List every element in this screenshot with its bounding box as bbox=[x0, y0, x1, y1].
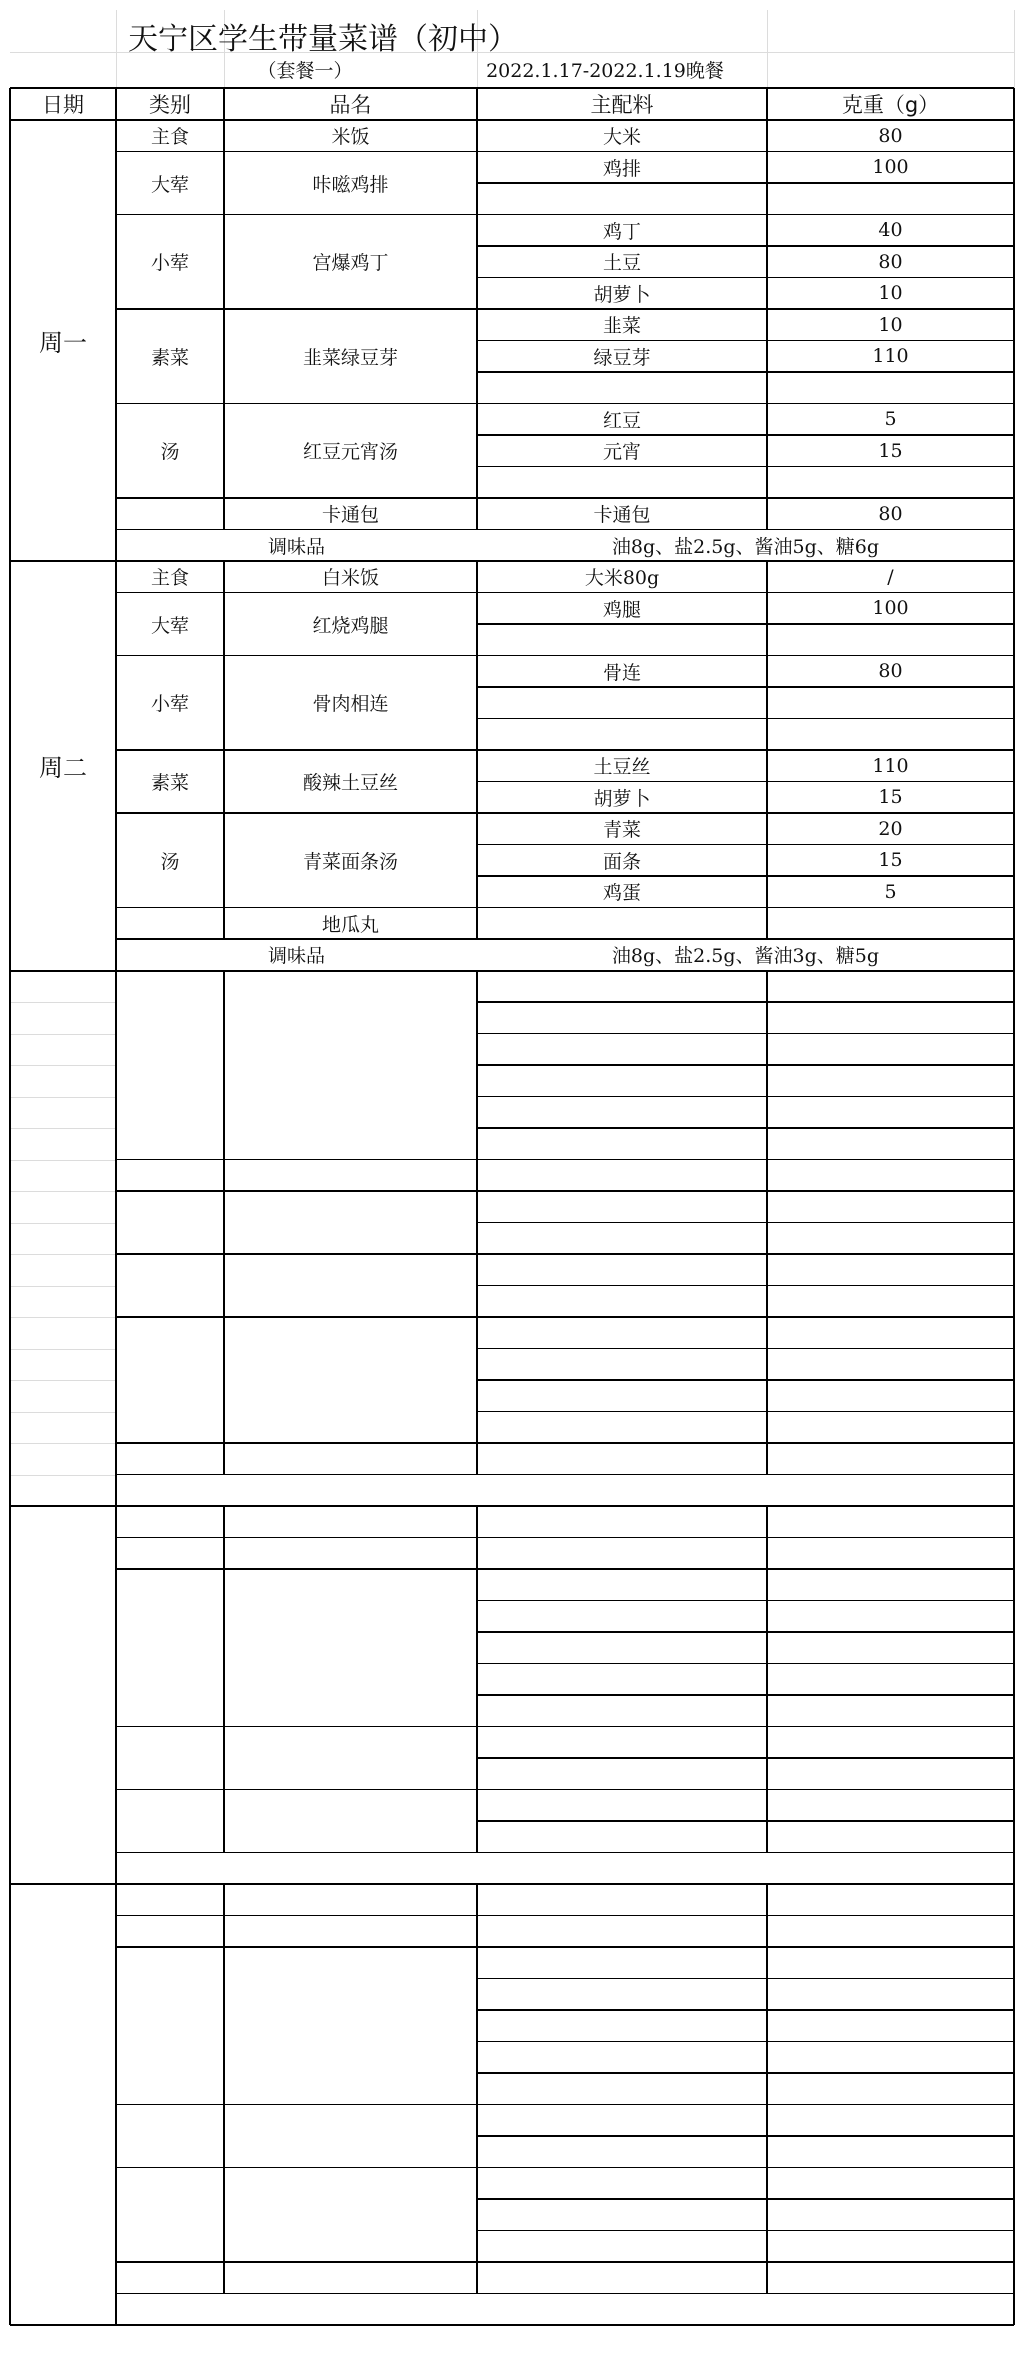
dish-cell: 卡通包 bbox=[321, 504, 379, 527]
table-border-line bbox=[223, 88, 225, 120]
table-border-line bbox=[116, 1190, 1014, 1192]
table-border-line bbox=[477, 1222, 1014, 1224]
ingredient-cell: 土豆丝 bbox=[593, 756, 651, 779]
table-border-line bbox=[477, 2198, 1014, 2200]
table-border-line bbox=[766, 1884, 768, 2294]
table-border-line bbox=[223, 2262, 225, 2294]
ingredient-cell: 面条 bbox=[602, 850, 641, 873]
seasoning-value: 油8g、盐2.5g、酱油5g、糖6g bbox=[611, 535, 880, 558]
weight-cell: 5 bbox=[884, 408, 897, 431]
category-cell: 大荤 bbox=[150, 173, 189, 196]
ingredient-cell bbox=[477, 908, 767, 940]
table-border-line bbox=[223, 813, 225, 908]
table-border-line bbox=[116, 1789, 1014, 1791]
table-border-line bbox=[116, 1537, 1014, 1539]
category-cell: 小荤 bbox=[150, 693, 189, 716]
category-cell: 素菜 bbox=[150, 346, 189, 369]
gridline bbox=[767, 10, 768, 88]
table-border-line bbox=[223, 656, 225, 751]
table-border-line bbox=[476, 1506, 478, 1853]
ingredient-cell bbox=[477, 719, 767, 751]
table-border-line bbox=[476, 120, 478, 530]
table-border-line bbox=[223, 404, 225, 499]
table-border-line bbox=[115, 561, 117, 971]
table-border-line bbox=[116, 497, 1014, 499]
weight-cell: 80 bbox=[878, 250, 903, 273]
table-border-line bbox=[477, 1096, 1014, 1098]
category-cell bbox=[116, 908, 224, 940]
table-border-line bbox=[116, 1726, 1014, 1728]
table-border-line bbox=[477, 371, 1014, 373]
table-border-line bbox=[223, 152, 225, 215]
table-border-line bbox=[477, 718, 1014, 720]
weight-cell bbox=[767, 183, 1014, 215]
table-border-line bbox=[476, 88, 478, 120]
gridline bbox=[10, 1380, 116, 1381]
seasoning-label: 调味品 bbox=[267, 535, 325, 558]
date-range: 2022.1.17-2022.1.19晚餐 bbox=[486, 59, 724, 82]
table-border-line bbox=[116, 2167, 1014, 2169]
ingredient-cell: 青菜 bbox=[602, 819, 641, 842]
weight-cell: 5 bbox=[884, 880, 897, 903]
table-border-line bbox=[116, 2104, 1014, 2106]
ingredient-cell: 鸡排 bbox=[602, 157, 641, 180]
dish-cell: 红豆元宵汤 bbox=[302, 441, 398, 464]
table-border-line bbox=[477, 466, 1014, 468]
table-border-line bbox=[223, 971, 225, 1160]
table-border-line bbox=[477, 340, 1014, 342]
ingredient-cell bbox=[477, 372, 767, 404]
ingredient-cell: 元宵 bbox=[602, 441, 641, 464]
table-border-line bbox=[10, 970, 1014, 972]
dish-cell: 酸辣土豆丝 bbox=[302, 772, 398, 794]
weight-cell bbox=[767, 372, 1014, 404]
table-border-line bbox=[115, 1506, 117, 1884]
ingredient-cell bbox=[477, 183, 767, 215]
table-border-line bbox=[115, 120, 117, 561]
table-border-line bbox=[477, 1978, 1014, 1980]
dish-cell: 青菜面条汤 bbox=[302, 850, 398, 873]
table-border-line bbox=[223, 1317, 225, 1443]
weight-cell: 10 bbox=[878, 313, 903, 336]
table-border-line bbox=[766, 1506, 768, 1853]
gridline bbox=[10, 1097, 116, 1098]
gridline bbox=[1014, 10, 1015, 88]
weight-cell: 100 bbox=[872, 156, 909, 179]
weight-cell: 15 bbox=[878, 439, 903, 462]
table-border-line bbox=[223, 120, 225, 152]
table-border-line bbox=[223, 1884, 225, 1916]
ingredient-cell: 红豆 bbox=[602, 409, 641, 432]
ingredient-cell: 胡萝卜 bbox=[593, 283, 651, 306]
gridline bbox=[116, 10, 117, 88]
set-label: （套餐一） bbox=[257, 59, 353, 82]
table-border-line bbox=[477, 1757, 1014, 1759]
weight-cell bbox=[767, 719, 1014, 751]
table-border-line bbox=[116, 529, 1014, 531]
table-border-line bbox=[116, 907, 1014, 909]
table-border-line bbox=[766, 88, 768, 120]
ingredient-cell: 大米80g bbox=[584, 567, 660, 590]
dish-cell: 宫爆鸡丁 bbox=[312, 252, 389, 275]
category-cell: 素菜 bbox=[150, 772, 189, 794]
gridline bbox=[10, 1254, 116, 1255]
category-cell: 小荤 bbox=[150, 252, 189, 275]
header-weight: 克重（g） bbox=[841, 93, 940, 117]
dish-cell: 咔嗞鸡排 bbox=[312, 173, 389, 196]
table-border-line bbox=[477, 781, 1014, 783]
table-border-line bbox=[477, 182, 1014, 184]
table-border-line bbox=[477, 686, 1014, 688]
table-border-line bbox=[223, 1727, 225, 1790]
table-border-line bbox=[477, 1285, 1014, 1287]
table-border-line bbox=[116, 2293, 1014, 2295]
table-border-line bbox=[477, 1631, 1014, 1633]
table-border-line bbox=[477, 1127, 1014, 1129]
table-border-line bbox=[477, 623, 1014, 625]
table-border-line bbox=[477, 277, 1014, 279]
dish-cell: 地瓜丸 bbox=[321, 913, 379, 936]
table-border-line bbox=[223, 1569, 225, 1727]
gridline bbox=[10, 1317, 116, 1318]
ingredient-cell: 大米 bbox=[602, 126, 641, 149]
weight-cell: 15 bbox=[878, 849, 903, 872]
table-border-line bbox=[116, 308, 1014, 310]
table-border-line bbox=[477, 1600, 1014, 1602]
table-border-line bbox=[766, 561, 768, 939]
ingredient-cell bbox=[477, 687, 767, 719]
gridline bbox=[10, 1286, 116, 1287]
weight-cell bbox=[767, 467, 1014, 499]
table-border-line bbox=[223, 561, 225, 593]
menu-spreadsheet bbox=[10, 10, 1014, 2355]
table-border-line bbox=[116, 938, 1014, 940]
gridline bbox=[10, 1412, 116, 1413]
table-border-line bbox=[10, 1505, 1014, 1507]
ingredient-cell: 韭菜 bbox=[602, 315, 641, 338]
table-border-line bbox=[477, 2041, 1014, 2043]
weight-cell: 100 bbox=[872, 597, 909, 620]
weight-cell: 80 bbox=[878, 502, 903, 525]
table-border-line bbox=[116, 214, 1014, 216]
gridline bbox=[10, 1475, 116, 1476]
table-border-line bbox=[116, 1159, 1014, 1161]
table-border-line bbox=[223, 309, 225, 404]
table-border-line bbox=[116, 2261, 1014, 2263]
category-cell: 大荤 bbox=[150, 614, 189, 637]
table-border-line bbox=[766, 120, 768, 530]
table-border-line bbox=[477, 2135, 1014, 2137]
weight-cell: 80 bbox=[878, 660, 903, 683]
table-border-line bbox=[10, 1883, 1014, 1885]
gridline bbox=[10, 1128, 116, 1129]
gridline bbox=[10, 1065, 116, 1066]
table-border-line bbox=[477, 1411, 1014, 1413]
ingredient-cell bbox=[477, 624, 767, 656]
table-border-line bbox=[477, 2009, 1014, 2011]
category-cell: 主食 bbox=[150, 126, 189, 149]
category-cell bbox=[116, 498, 224, 530]
table-border-line bbox=[223, 2105, 225, 2168]
dish-cell: 米饭 bbox=[331, 126, 370, 149]
ingredient-cell: 鸡腿 bbox=[602, 598, 641, 621]
table-border-line bbox=[477, 1348, 1014, 1350]
table-border-line bbox=[477, 1001, 1014, 1003]
table-border-line bbox=[1013, 88, 1015, 2325]
table-border-line bbox=[10, 2324, 1014, 2326]
table-border-line bbox=[223, 1790, 225, 1853]
table-border-line bbox=[223, 1160, 225, 1192]
table-border-line bbox=[223, 498, 225, 530]
table-border-line bbox=[477, 434, 1014, 436]
ingredient-cell: 骨连 bbox=[602, 661, 641, 684]
table-border-line bbox=[116, 1474, 1014, 1476]
table-border-line bbox=[10, 119, 1014, 121]
table-border-line bbox=[477, 1663, 1014, 1665]
table-border-line bbox=[477, 1694, 1014, 1696]
seasoning-label: 调味品 bbox=[267, 945, 325, 968]
weight-cell: 15 bbox=[878, 786, 903, 809]
table-border-line bbox=[477, 2072, 1014, 2074]
table-border-line bbox=[477, 875, 1014, 877]
ingredient-cell: 土豆 bbox=[602, 252, 641, 275]
gridline bbox=[10, 1191, 116, 1192]
table-border-line bbox=[116, 812, 1014, 814]
gridline bbox=[10, 1223, 116, 1224]
table-border-line bbox=[116, 403, 1014, 405]
weight-cell bbox=[767, 687, 1014, 719]
table-border-line bbox=[116, 749, 1014, 751]
table-border-line bbox=[116, 1442, 1014, 1444]
table-border-line bbox=[116, 151, 1014, 153]
table-border-line bbox=[116, 1915, 1014, 1917]
dish-cell: 红烧鸡腿 bbox=[312, 614, 389, 637]
dish-cell: 白米饭 bbox=[321, 567, 379, 590]
table-border-line bbox=[116, 1852, 1014, 1854]
table-border-line bbox=[115, 1884, 117, 2325]
ingredient-cell: 绿豆芽 bbox=[593, 346, 651, 369]
table-border-line bbox=[223, 1538, 225, 1570]
table-border-line bbox=[223, 750, 225, 813]
dish-cell: 韭菜绿豆芽 bbox=[302, 346, 398, 369]
day-label: 周一 bbox=[39, 329, 87, 357]
weight-cell: 40 bbox=[878, 219, 903, 242]
table-border-line bbox=[477, 1033, 1014, 1035]
table-border-line bbox=[477, 1379, 1014, 1381]
category-cell: 汤 bbox=[160, 850, 180, 873]
gridline bbox=[10, 1160, 116, 1161]
header-date: 日期 bbox=[42, 93, 84, 117]
table-border-line bbox=[223, 593, 225, 656]
table-border-line bbox=[223, 1254, 225, 1317]
table-border-line bbox=[223, 1443, 225, 1475]
table-border-line bbox=[115, 971, 117, 1507]
table-border-line bbox=[9, 88, 11, 2325]
table-border-line bbox=[116, 1253, 1014, 1255]
ingredient-cell: 鸡丁 bbox=[602, 220, 641, 243]
table-border-line bbox=[477, 2230, 1014, 2232]
table-border-line bbox=[477, 245, 1014, 247]
weight-cell bbox=[767, 908, 1014, 940]
table-border-line bbox=[115, 88, 117, 120]
table-border-line bbox=[116, 592, 1014, 594]
table-border-line bbox=[116, 1568, 1014, 1570]
table-border-line bbox=[477, 844, 1014, 846]
weight-cell: 110 bbox=[872, 345, 909, 368]
header-dish: 品名 bbox=[329, 93, 372, 117]
table-border-line bbox=[10, 87, 1014, 89]
ingredient-cell bbox=[477, 467, 767, 499]
table-border-line bbox=[223, 1506, 225, 1538]
gridline bbox=[10, 1349, 116, 1350]
weight-cell: 20 bbox=[878, 817, 903, 840]
header-ingredients: 主配料 bbox=[590, 93, 654, 117]
table-border-line bbox=[116, 655, 1014, 657]
gridline bbox=[10, 1443, 116, 1444]
table-border-line bbox=[476, 971, 478, 1475]
header-category: 类别 bbox=[149, 93, 191, 117]
table-border-line bbox=[477, 1064, 1014, 1066]
ingredient-cell: 胡萝卜 bbox=[593, 787, 651, 810]
day-label: 周二 bbox=[39, 754, 87, 783]
gridline bbox=[10, 1002, 116, 1003]
table-border-line bbox=[116, 1946, 1014, 1948]
weight-cell: / bbox=[887, 565, 894, 588]
seasoning-value: 油8g、盐2.5g、酱油3g、糖5g bbox=[611, 945, 880, 968]
table-border-line bbox=[10, 560, 1014, 562]
category-cell: 主食 bbox=[150, 567, 189, 590]
table-border-line bbox=[223, 1191, 225, 1254]
gridline bbox=[10, 1034, 116, 1035]
table-border-line bbox=[223, 1947, 225, 2105]
table-border-line bbox=[223, 215, 225, 310]
table-border-line bbox=[476, 1884, 478, 2294]
category-cell: 汤 bbox=[160, 441, 180, 464]
table-border-line bbox=[116, 1316, 1014, 1318]
dish-cell: 骨肉相连 bbox=[312, 693, 389, 716]
table-border-line bbox=[223, 2168, 225, 2263]
table-border-line bbox=[766, 971, 768, 1475]
table-border-line bbox=[477, 1820, 1014, 1822]
table-border-line bbox=[223, 1916, 225, 1948]
ingredient-cell: 鸡蛋 bbox=[602, 882, 641, 905]
weight-cell: 110 bbox=[872, 754, 909, 777]
table-border-line bbox=[223, 908, 225, 940]
page-title: 天宁区学生带量菜谱（初中） bbox=[128, 22, 518, 57]
weight-cell: 10 bbox=[878, 282, 903, 305]
table-border-line bbox=[476, 561, 478, 939]
weight-cell: 80 bbox=[878, 124, 903, 147]
ingredient-cell: 卡通包 bbox=[593, 504, 651, 527]
weight-cell bbox=[767, 624, 1014, 656]
